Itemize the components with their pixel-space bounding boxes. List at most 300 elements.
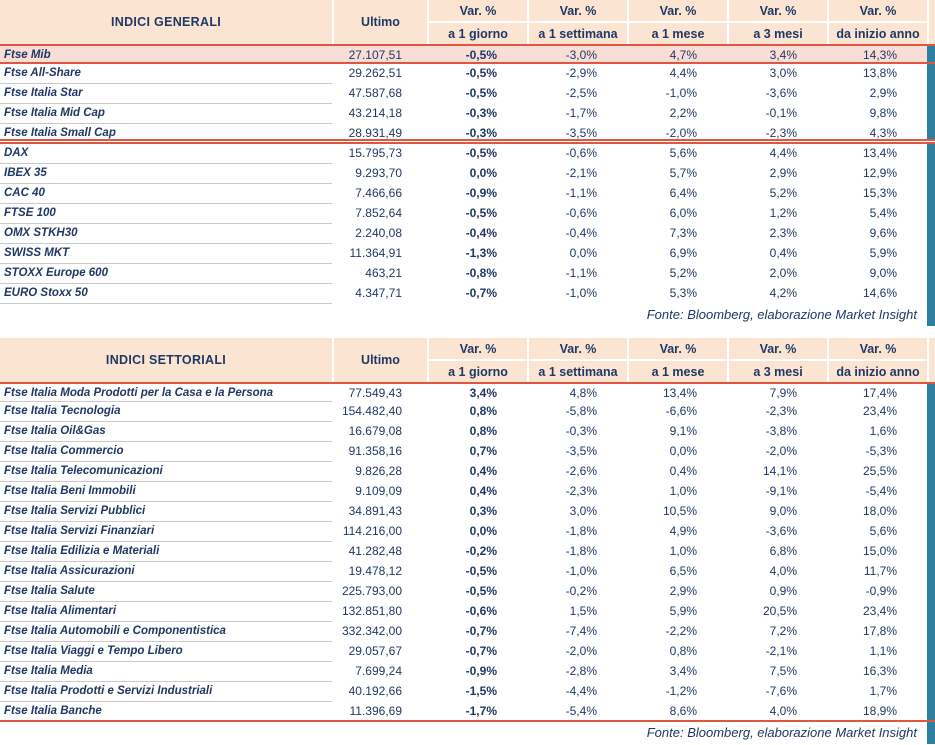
var-value: 4,8% xyxy=(569,386,597,400)
ultimo-value: 7.466,66 xyxy=(355,186,402,200)
row-edge-strip xyxy=(927,422,935,442)
var-value: -0,6% xyxy=(465,604,497,618)
column-header-line: a 1 giorno xyxy=(429,23,527,44)
var-value: 5,6% xyxy=(869,524,897,538)
var-value: -1,0% xyxy=(565,286,597,300)
ultimo-value: 77.549,43 xyxy=(348,386,402,400)
var-value: 0,8% xyxy=(469,404,497,418)
column-header-line: Var. % xyxy=(429,338,527,359)
var-value: -7,6% xyxy=(765,684,797,698)
column-header-line: Var. % xyxy=(729,338,827,359)
column-header-var xyxy=(427,338,527,382)
index-name: STOXX Europe 600 xyxy=(0,264,332,284)
ultimo-value: 114.216,00 xyxy=(342,524,402,538)
column-header-line: a 1 settimana xyxy=(529,23,627,44)
table-row xyxy=(0,542,935,562)
table-row xyxy=(0,642,935,662)
column-header-var xyxy=(427,0,527,44)
row-edge-strip xyxy=(927,204,935,224)
column-header-line: da inizio anno xyxy=(829,23,927,44)
header-edge-strip xyxy=(927,338,935,382)
column-header-line: Var. % xyxy=(829,338,927,359)
edge-strip xyxy=(927,722,935,744)
index-name: Ftse Italia Alimentari xyxy=(0,602,332,622)
var-value: 17,8% xyxy=(862,624,897,638)
var-value: 13,4% xyxy=(862,146,897,160)
var-value: -2,3% xyxy=(565,484,597,498)
table-rows xyxy=(0,382,935,722)
table-row xyxy=(0,244,935,264)
var-value: 7,3% xyxy=(669,226,697,240)
ultimo-value: 9.826,28 xyxy=(355,464,402,478)
var-value: -2,9% xyxy=(565,66,597,80)
var-value: -0,9% xyxy=(465,186,497,200)
var-value: 0,4% xyxy=(469,464,497,478)
table-row xyxy=(0,84,935,104)
var-value: 23,4% xyxy=(862,404,897,418)
ultimo-value: 7.699,24 xyxy=(355,664,402,678)
var-value: 3,4% xyxy=(669,664,697,678)
var-value: 2,2% xyxy=(669,106,697,120)
ultimo-value: 47.587,68 xyxy=(348,86,402,100)
ultimo-value: 40.192,66 xyxy=(348,684,402,698)
var-value: -0,9% xyxy=(865,584,897,598)
column-header-var xyxy=(727,0,827,44)
source-text: Fonte: Bloomberg, elaborazione Market Insight xyxy=(646,307,917,322)
index-name: Ftse Italia Viaggi e Tempo Libero xyxy=(0,642,332,662)
var-value: 4,4% xyxy=(769,146,797,160)
row-edge-strip xyxy=(927,622,935,642)
var-value: -3,5% xyxy=(565,444,597,458)
source-line xyxy=(0,304,935,326)
var-value: 1,5% xyxy=(569,604,597,618)
var-value: 6,4% xyxy=(669,186,697,200)
table-row xyxy=(0,502,935,522)
index-name: DAX xyxy=(0,144,332,164)
var-value: -3,6% xyxy=(765,86,797,100)
var-value: 5,2% xyxy=(669,266,697,280)
column-header-var xyxy=(827,0,927,44)
source-text: Fonte: Bloomberg, elaborazione Market Insight xyxy=(646,725,917,740)
column-header-line: a 3 mesi xyxy=(729,361,827,382)
var-value: 6,9% xyxy=(669,246,697,260)
column-header-line: a 3 mesi xyxy=(729,23,827,44)
var-value: 12,9% xyxy=(862,166,897,180)
row-edge-strip xyxy=(927,662,935,682)
column-header-ultimo: Ultimo xyxy=(332,0,427,44)
table-row xyxy=(0,582,935,602)
var-value: 4,2% xyxy=(769,286,797,300)
var-value: 6,8% xyxy=(769,544,797,558)
var-value: -0,7% xyxy=(465,624,497,638)
row-edge-strip xyxy=(927,562,935,582)
index-name: Ftse Italia Edilizia e Materiali xyxy=(0,542,332,562)
var-value: -0,5% xyxy=(465,48,497,62)
column-header-line: a 1 giorno xyxy=(429,361,527,382)
var-value: 5,7% xyxy=(669,166,697,180)
var-value: -4,4% xyxy=(565,684,597,698)
row-edge-strip xyxy=(927,144,935,164)
row-edge-strip xyxy=(927,284,935,304)
ultimo-value: 91.358,16 xyxy=(348,444,402,458)
column-header-ultimo: Ultimo xyxy=(332,338,427,382)
row-edge-strip xyxy=(927,224,935,244)
var-value: 1,0% xyxy=(669,544,697,558)
ultimo-value: 9.293,70 xyxy=(355,166,402,180)
row-edge-strip xyxy=(927,46,935,62)
index-name: Ftse Mib xyxy=(4,49,51,61)
var-value: 0,0% xyxy=(469,166,497,180)
var-value: 4,7% xyxy=(669,48,697,62)
ultimo-value: 11.364,91 xyxy=(349,246,402,260)
row-edge-strip xyxy=(927,402,935,422)
index-table xyxy=(0,0,935,326)
table-row xyxy=(0,602,935,622)
row-edge-strip xyxy=(927,104,935,124)
var-value: 9,8% xyxy=(869,106,897,120)
table-row xyxy=(0,224,935,244)
var-value: 4,0% xyxy=(769,564,797,578)
index-name: EURO Stoxx 50 xyxy=(0,284,332,304)
var-value: -7,4% xyxy=(565,624,597,638)
var-value: 10,5% xyxy=(662,504,697,518)
edge-strip xyxy=(927,304,935,326)
ultimo-value: 7.852,64 xyxy=(355,206,402,220)
table-row xyxy=(0,144,935,164)
table-row xyxy=(0,382,935,402)
row-edge-strip xyxy=(927,64,935,84)
var-value: 1,1% xyxy=(869,644,897,658)
var-value: -0,6% xyxy=(565,206,597,220)
var-value: 11,7% xyxy=(863,564,897,578)
column-header-var xyxy=(627,0,727,44)
table-gap xyxy=(0,326,935,338)
var-value: -5,4% xyxy=(565,704,597,718)
table-row xyxy=(0,104,935,124)
ultimo-value: 2.240,08 xyxy=(355,226,402,240)
index-table xyxy=(0,338,935,744)
var-value: 14,6% xyxy=(862,286,897,300)
var-value: -0,1% xyxy=(765,106,797,120)
row-edge-strip xyxy=(927,124,935,139)
index-name: Ftse Italia Small Cap xyxy=(4,127,116,139)
ultimo-value: 16.679,08 xyxy=(348,424,402,438)
index-name: FTSE 100 xyxy=(0,204,332,224)
column-header-line: Var. % xyxy=(729,0,827,21)
ultimo-value: 225.793,00 xyxy=(341,584,402,598)
ultimo-value: 43.214,18 xyxy=(348,106,402,120)
var-value: 4,0% xyxy=(769,704,797,718)
var-value: 14,1% xyxy=(762,464,797,478)
var-value: 18,0% xyxy=(862,504,897,518)
ultimo-value: 132.851,80 xyxy=(341,604,402,618)
table-row xyxy=(0,264,935,284)
var-value: 20,5% xyxy=(762,604,797,618)
ultimo-value: 28.931,49 xyxy=(348,126,402,140)
row-edge-strip xyxy=(927,384,935,402)
index-name: Ftse Italia Oil&Gas xyxy=(0,422,332,442)
ultimo-value: 34.891,43 xyxy=(348,504,402,518)
row-edge-strip xyxy=(927,184,935,204)
var-value: 2,9% xyxy=(869,86,897,100)
var-value: -0,3% xyxy=(565,424,597,438)
var-value: -2,0% xyxy=(565,644,597,658)
var-value: 2,3% xyxy=(769,226,797,240)
var-value: -0,5% xyxy=(465,86,497,100)
table-row xyxy=(0,562,935,582)
var-value: 5,6% xyxy=(669,146,697,160)
var-value: -0,5% xyxy=(465,146,497,160)
var-value: -0,3% xyxy=(465,106,497,120)
index-name: Ftse Italia Mid Cap xyxy=(0,104,332,124)
var-value: -0,6% xyxy=(565,146,597,160)
var-value: -0,5% xyxy=(465,66,497,80)
index-name: Ftse Italia Moda Prodotti per la Casa e la Persona xyxy=(0,384,332,402)
var-value: -1,8% xyxy=(565,544,597,558)
index-name: Ftse Italia Beni Immobili xyxy=(0,482,332,502)
var-value: -1,3% xyxy=(465,246,497,260)
table-row xyxy=(0,422,935,442)
var-value: 5,4% xyxy=(869,206,897,220)
var-value: 4,9% xyxy=(669,524,697,538)
ultimo-value: 41.282,48 xyxy=(348,544,402,558)
table-row xyxy=(0,682,935,702)
column-header-line: Var. % xyxy=(429,0,527,21)
var-value: 25,5% xyxy=(862,464,897,478)
index-name: Ftse All-Share xyxy=(0,64,332,84)
var-value: 0,0% xyxy=(669,444,697,458)
var-value: 5,2% xyxy=(769,186,797,200)
var-value: 1,7% xyxy=(869,684,897,698)
row-edge-strip xyxy=(927,482,935,502)
ultimo-value: 9.109,09 xyxy=(355,484,402,498)
index-name: Ftse Italia Automobili e Componentistica xyxy=(0,622,332,642)
column-header-line: a 1 mese xyxy=(629,23,727,44)
var-value: 7,2% xyxy=(769,624,797,638)
var-value: 13,4% xyxy=(662,386,697,400)
var-value: 1,6% xyxy=(869,424,897,438)
column-header-var xyxy=(727,338,827,382)
var-value: 0,7% xyxy=(469,444,497,458)
var-value: -3,5% xyxy=(565,126,597,140)
var-value: -0,7% xyxy=(465,286,497,300)
var-value: -1,2% xyxy=(665,684,697,698)
var-value: -2,1% xyxy=(765,644,797,658)
var-value: -2,5% xyxy=(565,86,597,100)
var-value: 0,0% xyxy=(469,524,497,538)
index-name: SWISS MKT xyxy=(0,244,332,264)
table-row xyxy=(0,662,935,682)
row-edge-strip xyxy=(927,164,935,184)
var-value: 9,6% xyxy=(869,226,897,240)
var-value: 4,4% xyxy=(669,66,697,80)
var-value: -2,3% xyxy=(765,404,797,418)
var-value: 0,3% xyxy=(469,504,497,518)
var-value: -9,1% xyxy=(765,484,797,498)
var-value: 0,4% xyxy=(769,246,797,260)
var-value: 3,0% xyxy=(769,66,797,80)
var-value: 5,9% xyxy=(869,246,897,260)
index-name: CAC 40 xyxy=(0,184,332,204)
var-value: 0,9% xyxy=(769,584,797,598)
ultimo-value: 154.482,40 xyxy=(341,404,402,418)
column-header-line: da inizio anno xyxy=(829,361,927,382)
var-value: 7,5% xyxy=(769,664,797,678)
column-header-var xyxy=(527,338,627,382)
table-row xyxy=(0,482,935,502)
var-value: 9,1% xyxy=(669,424,697,438)
var-value: -0,4% xyxy=(465,226,497,240)
table-row xyxy=(0,522,935,542)
table-row xyxy=(0,204,935,224)
ultimo-value: 29.262,51 xyxy=(348,66,402,80)
table-row xyxy=(0,284,935,304)
table-row xyxy=(0,402,935,422)
column-header-line: Var. % xyxy=(829,0,927,21)
row-edge-strip xyxy=(927,642,935,662)
index-name: IBEX 35 xyxy=(0,164,332,184)
var-value: -2,3% xyxy=(765,126,797,140)
var-value: 15,0% xyxy=(862,544,897,558)
var-value: 18,9% xyxy=(862,704,897,718)
var-value: 2,9% xyxy=(769,166,797,180)
index-name: Ftse Italia Tecnologia xyxy=(0,402,332,422)
ultimo-value: 29.057,67 xyxy=(348,644,402,658)
var-value: -1,0% xyxy=(665,86,697,100)
index-name: Ftse Italia Assicurazioni xyxy=(0,562,332,582)
index-name: Ftse Italia Prodotti e Servizi Industriali xyxy=(0,682,332,702)
row-edge-strip xyxy=(927,522,935,542)
row-edge-strip xyxy=(927,264,935,284)
var-value: 0,0% xyxy=(569,246,597,260)
var-value: 13,8% xyxy=(862,66,897,80)
var-value: 5,9% xyxy=(669,604,697,618)
var-value: -5,4% xyxy=(865,484,897,498)
table-row xyxy=(0,164,935,184)
row-edge-strip xyxy=(927,502,935,522)
table-rows xyxy=(0,44,935,304)
var-value: -2,6% xyxy=(565,464,597,478)
table-row xyxy=(0,702,935,722)
ultimo-value: 15.795,73 xyxy=(348,146,402,160)
row-edge-strip xyxy=(927,602,935,622)
var-value: -1,1% xyxy=(565,266,597,280)
var-value: 14,3% xyxy=(862,48,897,62)
var-value: 1,2% xyxy=(769,206,797,220)
var-value: 6,0% xyxy=(669,206,697,220)
ultimo-value: 11.396,69 xyxy=(349,704,402,718)
table-title: INDICI GENERALI xyxy=(0,0,332,44)
var-value: 3,4% xyxy=(769,48,797,62)
row-edge-strip xyxy=(927,244,935,264)
var-value: -0,7% xyxy=(465,644,497,658)
var-value: -2,1% xyxy=(565,166,597,180)
table-row xyxy=(0,124,935,144)
table-row xyxy=(0,184,935,204)
var-value: -1,1% xyxy=(565,186,597,200)
var-value: 0,4% xyxy=(469,484,497,498)
table-row xyxy=(0,64,935,84)
index-name: Ftse Italia Salute xyxy=(0,582,332,602)
column-header-var xyxy=(527,0,627,44)
index-name: Ftse Italia Servizi Finanziari xyxy=(0,522,332,542)
var-value: 0,4% xyxy=(669,464,697,478)
var-value: -0,2% xyxy=(565,584,597,598)
index-name: Ftse Italia Star xyxy=(0,84,332,104)
var-value: 9,0% xyxy=(769,504,797,518)
var-value: -3,8% xyxy=(765,424,797,438)
var-value: -2,2% xyxy=(665,624,697,638)
var-value: -0,3% xyxy=(465,126,497,140)
var-value: 2,9% xyxy=(669,584,697,598)
table-row xyxy=(0,622,935,642)
column-header-var xyxy=(627,338,727,382)
index-name: Ftse Italia Media xyxy=(0,662,332,682)
var-value: 0,8% xyxy=(469,424,497,438)
column-header-line: Var. % xyxy=(529,338,627,359)
ultimo-value: 27.107,51 xyxy=(348,48,402,62)
var-value: 0,8% xyxy=(669,644,697,658)
column-header-line: Var. % xyxy=(629,338,727,359)
var-value: -0,5% xyxy=(465,206,497,220)
var-value: -1,5% xyxy=(465,684,497,698)
table-header-row xyxy=(0,338,935,382)
var-value: -5,3% xyxy=(865,444,897,458)
index-name: OMX STKH30 xyxy=(0,224,332,244)
ultimo-value: 19.478,12 xyxy=(348,564,402,578)
var-value: 8,6% xyxy=(669,704,697,718)
var-value: -6,6% xyxy=(665,404,697,418)
row-edge-strip xyxy=(927,442,935,462)
row-edge-strip xyxy=(927,542,935,562)
var-value: -2,0% xyxy=(665,126,697,140)
index-name: Ftse Italia Commercio xyxy=(0,442,332,462)
table-title: INDICI SETTORIALI xyxy=(0,338,332,382)
var-value: 4,3% xyxy=(869,126,897,140)
var-value: 9,0% xyxy=(869,266,897,280)
column-header-line: Var. % xyxy=(529,0,627,21)
table-header-row xyxy=(0,0,935,44)
column-header-line: Var. % xyxy=(629,0,727,21)
var-value: 16,3% xyxy=(862,664,897,678)
var-value: -0,5% xyxy=(465,564,497,578)
row-edge-strip xyxy=(927,682,935,702)
table-row xyxy=(0,44,935,64)
var-value: -1,0% xyxy=(565,564,597,578)
var-value: 2,0% xyxy=(769,266,797,280)
var-value: 23,4% xyxy=(862,604,897,618)
row-edge-strip xyxy=(927,462,935,482)
var-value: -1,7% xyxy=(465,704,497,718)
var-value: -0,2% xyxy=(465,544,497,558)
var-value: 1,0% xyxy=(669,484,697,498)
row-edge-strip xyxy=(927,84,935,104)
column-header-line: a 1 settimana xyxy=(529,361,627,382)
header-edge-strip xyxy=(927,0,935,44)
var-value: -1,7% xyxy=(565,106,597,120)
index-name: Ftse Italia Telecomunicazioni xyxy=(0,462,332,482)
column-header-line: a 1 mese xyxy=(629,361,727,382)
ultimo-value: 332.342,00 xyxy=(341,624,402,638)
var-value: -3,6% xyxy=(765,524,797,538)
index-name: Ftse Italia Banche xyxy=(4,705,102,717)
row-edge-strip xyxy=(927,702,935,720)
ultimo-value: 463,21 xyxy=(365,266,402,280)
index-name: Ftse Italia Servizi Pubblici xyxy=(0,502,332,522)
var-value: -2,8% xyxy=(565,664,597,678)
var-value: 5,3% xyxy=(669,286,697,300)
var-value: -0,4% xyxy=(565,226,597,240)
